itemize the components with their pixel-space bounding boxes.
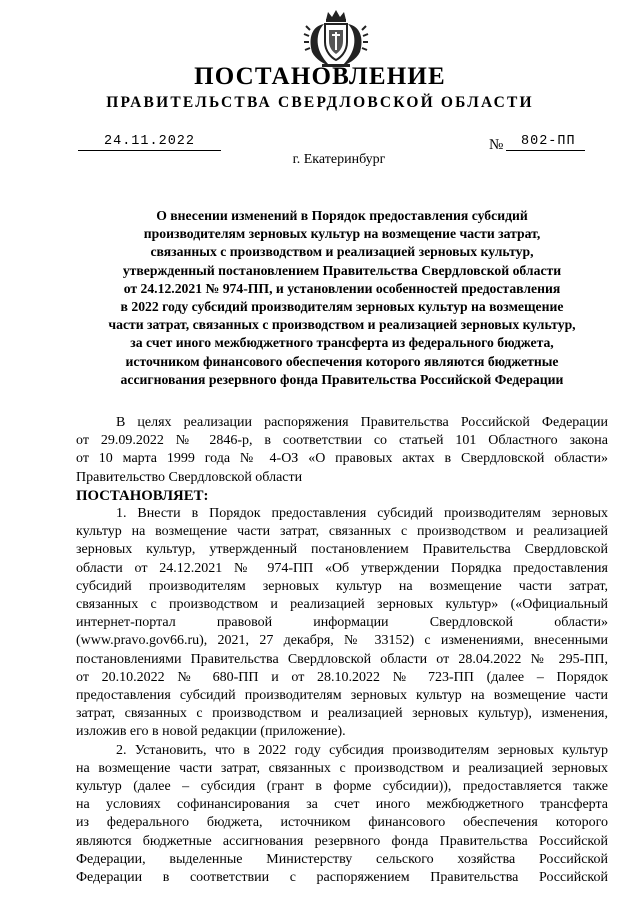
body-line: интернет-портал правовой информации Свердловской области» <box>76 615 608 631</box>
body-line: изложив его в новой редакции (приложение). <box>76 724 346 740</box>
body-line: субсидий производителям зерновых культур на возмещение части затрат, <box>76 578 608 594</box>
body-line: зерновых культур, утвержденный постановлением Правительства Свердловской <box>76 542 608 558</box>
body-line: постановлениями Правительства Свердловской области от 28.04.2022 № 295-ПП, <box>76 651 608 667</box>
body-line: Правительство Свердловской области <box>76 469 303 485</box>
body-line: культур на возмещение части затрат, связанных с производством и реализацией <box>76 524 608 540</box>
body-line: области от 24.12.2021 № 974-ПП «Об утверждении Порядка предоставления <box>76 560 608 576</box>
body-line: на возмещение части затрат, связанных с производством и реализацией зерновых <box>76 760 608 776</box>
title-line: от 24.12.2021 № 974-ПП, и установлении особенностей предоставления <box>123 280 561 296</box>
title-line: О внесении изменений в Порядок предоставления субсидий <box>156 208 528 223</box>
body-line: связанных с производством и реализацией зерновых культур» («Официальный <box>76 597 608 613</box>
issuer-title: ПРАВИТЕЛЬСТВА СВЕРДЛОВСКОЙ ОБЛАСТИ <box>106 94 534 111</box>
title-line: за счет иного межбюджетного трансферта из федерального бюджета, <box>130 335 554 351</box>
title-line: связанных с производством и реализацией зерновых культур, <box>150 244 534 260</box>
document-title <box>60 207 624 389</box>
number-underline <box>506 150 585 151</box>
body-line: культур (далее – субсидия (грант в форме субсидии)), предоставляется также <box>76 779 608 795</box>
document-body <box>76 414 608 887</box>
body-line: 1. Внести в Порядок предоставления субсидий производителям зерновых <box>116 506 608 522</box>
body-line: затрат, связанных с производством и реализацией зерновых культур), изменения, <box>76 706 608 722</box>
body-line: из федерального бюджета, источником финансового обеспечения которого <box>76 815 608 831</box>
city-name: г. Екатеринбург <box>292 152 386 167</box>
document-number: 802-ПП <box>521 134 576 149</box>
body-line: 2. Установить, что в 2022 году субсидия производителям зерновых культур <box>116 742 608 758</box>
body-line: (www.pravo.gov66.ru), 2021, 27 декабря, № 33152) с изменениями, внесенными <box>76 633 608 649</box>
title-line: в 2022 году субсидий производителям зерновых культур на возмещение <box>120 299 564 315</box>
body-line: предоставления субсидий производителям зерновых культур на возмещение части <box>76 688 608 704</box>
document-date: 24.11.2022 <box>104 134 196 149</box>
title-line: части затрат, связанных с производством и реализацией зерновых культур, <box>108 317 576 333</box>
title-line: производителям зерновых культур на возмещение части затрат, <box>143 226 541 242</box>
title-line: источником финансового обеспечения которого являются бюджетные <box>125 353 559 369</box>
body-line: на условиях софинансирования за счет иного межбюджетного трансферта <box>76 797 608 813</box>
title-line: утвержденный постановлением Правительства Свердловской области <box>122 262 562 278</box>
body-line: Федерации, выделенные Министерству сельского хозяйства Российской <box>76 851 608 867</box>
body-line: В целях реализации распоряжения Правительства Российской Федерации <box>116 415 608 430</box>
body-line: являются бюджетные ассигнования резервного фонда Правительства Российской <box>76 833 608 849</box>
body-line: от 20.10.2022 № 680-ПП и от 28.10.2022 № 723-ПП (далее – Порядок <box>76 669 608 685</box>
resolves-heading: ПОСТАНОВЛЯЕТ: <box>76 487 209 504</box>
date-underline <box>78 150 221 151</box>
number-label: № <box>489 137 504 153</box>
body-line: от 10 марта 1999 года № 4-ОЗ «О правовых актах в Свердловской области» <box>76 451 608 467</box>
document-type-title: ПОСТАНОВЛЕНИЕ <box>194 63 446 90</box>
coat-of-arms-icon <box>302 8 370 70</box>
body-line: от 29.09.2022 № 2846-р, в соответствии со статьей 101 Областного закона <box>76 433 608 449</box>
body-line: Федерации в соответствии с распоряжением Правительства Российской <box>76 870 608 886</box>
title-line: ассигнования резервного фонда Правительства Российской Федерации <box>120 371 564 387</box>
